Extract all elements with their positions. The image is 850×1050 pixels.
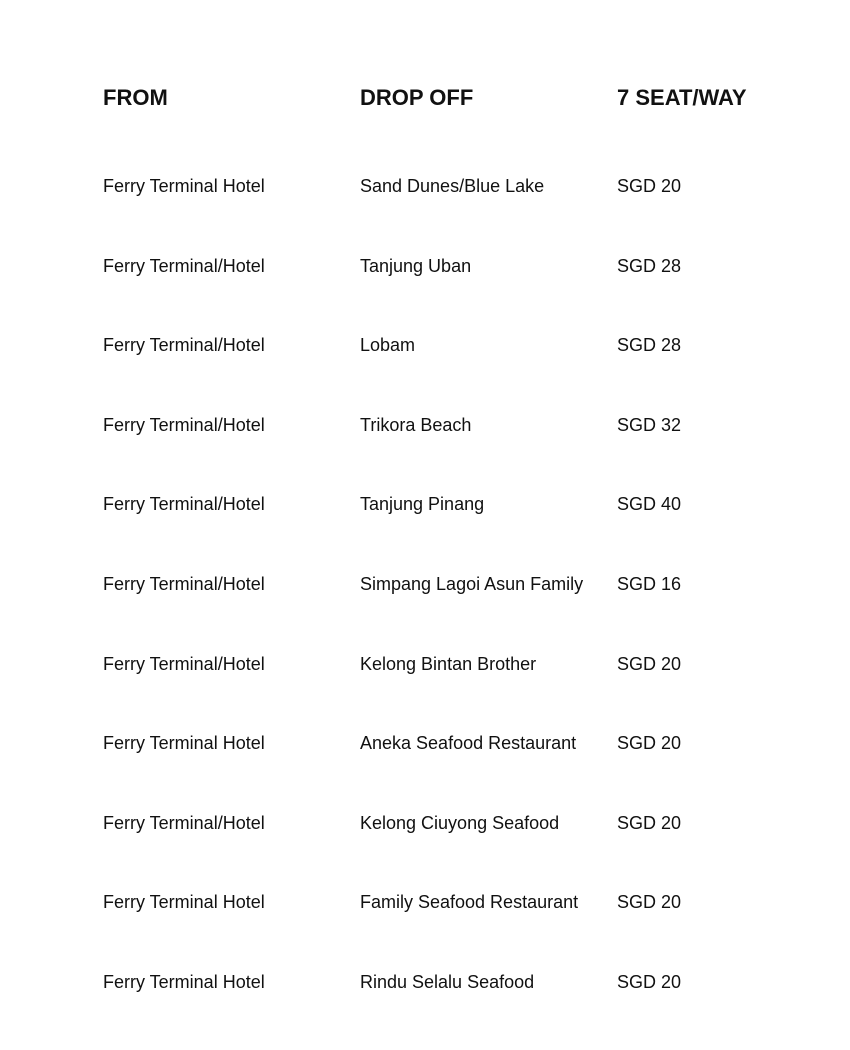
- table-row: [103, 492, 823, 572]
- drop-off-cell: Sand Dunes/Blue Lake: [360, 176, 545, 196]
- price-cell: SGD 28: [617, 335, 682, 356]
- from-cell: Ferry Terminal Hotel: [103, 176, 265, 196]
- table-row: [103, 970, 823, 1050]
- table-header-row: [103, 82, 823, 174]
- from-cell: Ferry Terminal Hotel: [103, 971, 265, 992]
- header-from: FROM: [103, 85, 168, 110]
- table-row: [103, 413, 823, 493]
- table-row: [103, 254, 823, 334]
- table-row: [103, 174, 823, 254]
- drop-off-cell: Kelong Ciuyong Seafood: [360, 812, 560, 833]
- from-cell: Ferry Terminal/Hotel: [103, 494, 265, 515]
- from-cell: Ferry Terminal/Hotel: [103, 335, 265, 356]
- drop-off-cell: Trikora Beach: [360, 414, 472, 435]
- drop-off-cell: Lobam: [360, 335, 416, 356]
- price-cell: SGD 16: [617, 573, 682, 594]
- drop-off-cell: Tanjung Pinang: [360, 494, 485, 515]
- table-row: [103, 731, 823, 811]
- drop-off-cell: Kelong Bintan Brother: [360, 653, 537, 674]
- transfer-price-table: [103, 82, 823, 1050]
- from-cell: Ferry Terminal/Hotel: [103, 812, 265, 833]
- drop-off-cell: Tanjung Uban: [360, 255, 472, 276]
- drop-off-cell: Aneka Seafood Restaurant: [360, 733, 577, 754]
- from-cell: Ferry Terminal/Hotel: [103, 653, 265, 674]
- from-cell: Ferry Terminal/Hotel: [103, 414, 265, 435]
- drop-off-cell: Simpang Lagoi Asun Family: [360, 573, 584, 594]
- price-cell: SGD 40: [617, 494, 682, 515]
- price-cell: SGD 20: [617, 653, 682, 674]
- drop-off-cell: Rindu Selalu Seafood: [360, 971, 535, 992]
- price-cell: SGD 28: [617, 255, 682, 276]
- from-cell: Ferry Terminal Hotel: [103, 892, 265, 913]
- from-cell: Ferry Terminal/Hotel: [103, 573, 265, 594]
- price-cell: SGD 20: [617, 892, 682, 913]
- table-row: [103, 572, 823, 652]
- table-row: [103, 333, 823, 413]
- price-cell: SGD 20: [617, 176, 682, 196]
- table-row: [103, 890, 823, 970]
- header-drop-off: DROP OFF: [360, 85, 474, 110]
- price-cell: SGD 20: [617, 971, 682, 992]
- from-cell: Ferry Terminal/Hotel: [103, 255, 265, 276]
- price-cell: SGD 20: [617, 812, 682, 833]
- price-cell: SGD 20: [617, 733, 682, 754]
- drop-off-cell: Family Seafood Restaurant: [360, 892, 579, 913]
- header-price: 7 SEAT/WAY: [617, 85, 747, 110]
- from-cell: Ferry Terminal Hotel: [103, 733, 265, 754]
- price-cell: SGD 32: [617, 414, 682, 435]
- table-row: [103, 811, 823, 891]
- table-row: [103, 652, 823, 732]
